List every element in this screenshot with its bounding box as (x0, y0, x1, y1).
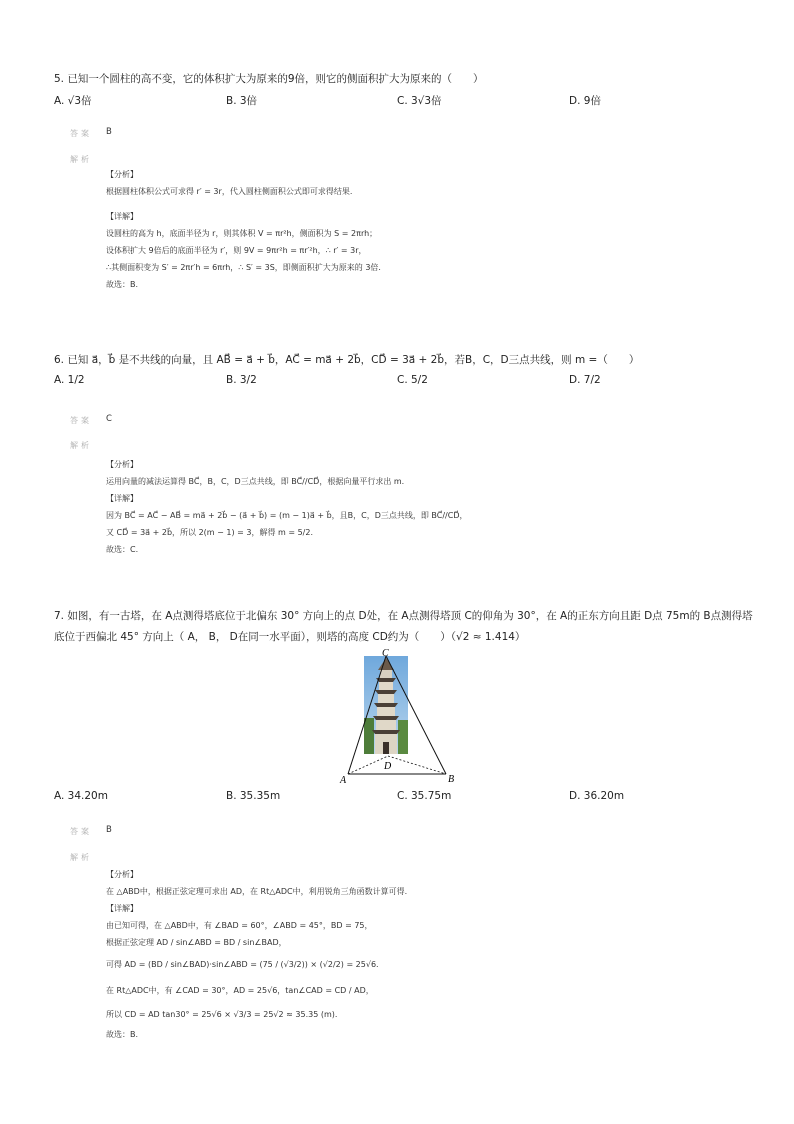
q7-solution-line: 所以 CD = AD tan30° = 25√6 × √3/3 = 25√2 ≈ 35.35 (m). (106, 1010, 338, 1019)
q7-option-b[interactable]: B. 35.35m (226, 790, 281, 802)
q6-solution-line: 又 CD⃗ = 3a⃗ + 2b⃗，所以 2(m − 1) = 3，解得 m = 5/2. (106, 528, 313, 537)
q6-stem: 6. 已知 a⃗，b⃗ 是不共线的向量，且 AB⃗ = a⃗ + b⃗，AC⃗ = ma⃗ + 2b⃗，CD⃗ = 3a⃗ + 2b⃗，若B，C，D三点共线，则 m =（ ） (54, 354, 640, 366)
pagoda-figure (338, 648, 462, 788)
q6-option-a[interactable]: A. 1/2 (54, 374, 85, 386)
q5-analysis-label: 解析 (70, 155, 92, 164)
q7-option-c[interactable]: C. 35.75m (397, 790, 452, 802)
q5-answer: B (106, 127, 112, 137)
q5-solution-line: 【详解】 (106, 212, 138, 221)
tree-right (398, 720, 408, 754)
q7-analysis-label: 解析 (70, 853, 92, 862)
q5-solution-line: 根据圆柱体积公式可求得 r′ = 3r，代入圆柱侧面积公式即可求得结果. (106, 187, 353, 196)
q7-option-a[interactable]: A. 34.20m (54, 790, 108, 802)
q6-solution-line: 运用向量的减法运算得 BC⃗，B，C，D三点共线，即 BC⃗//CD⃗，根据向量平行求出 m. (106, 477, 405, 486)
q7-stem-line-2: 底位于西偏北 45° 方向上（ A， B， D在同一水平面），则塔的高度 CD约为（ ）（√2 ≈ 1.414） (54, 631, 526, 643)
q6-solution (106, 456, 468, 558)
label-c: C (382, 648, 389, 659)
q6-solution-line: 【分析】 (106, 460, 138, 469)
q7-solution-line: 可得 AD = (BD / sin∠BAD)·sin∠ABD = (75 / (√3/2)) × (√2/2) = 25√6. (106, 960, 379, 969)
q6-option-b[interactable]: B. 3/2 (226, 374, 257, 386)
q5-stem: 5. 已知一个圆柱的高不变，它的体积扩大为原来的9倍，则它的侧面积扩大为原来的（ ） (54, 73, 484, 85)
q5-solution-line: 设体积扩大 9倍后的底面半径为 r′，则 9V = 9πr²h = πr′²h，∴ r′ = 3r， (106, 246, 367, 255)
q7-answer-label: 答案 (70, 827, 92, 836)
q5-solution-line: 设圆柱的高为 h，底面半径为 r，则其体积 V = πr²h，侧面积为 S = 2πrh； (106, 229, 378, 238)
q7-solution-line: 在 △ABD中，根据正弦定理可求出 AD，在 Rt△ADC中，利用锐角三角函数计算可得. (106, 887, 408, 896)
q7-solution (106, 866, 407, 1043)
q7-solution-line: 由已知可得，在 △ABD中，有 ∠BAD = 60°，∠ABD = 45°，BD = 75， (106, 921, 373, 930)
q7-stem-line-1: 7. 如图，有一古塔，在 A点测得塔底位于北偏东 30° 方向上的点 D处，在 A点测得塔顶 C的仰角为 30°，在 A的正东方向且距 D点 75m的 B点测得塔 (54, 610, 753, 622)
q7-solution-line: 【分析】 (106, 870, 138, 879)
q5-solution-line: ∴其侧面积变为 S′ = 2πr′h = 6πrh，∴ S′ = 3S，即侧面积扩大为原来的 3倍. (106, 263, 381, 272)
q5-solution-line: 【分析】 (106, 170, 138, 179)
q6-solution-line: 故选：C. (106, 545, 139, 554)
q7-option-d[interactable]: D. 36.20m (569, 790, 625, 802)
q5-solution (106, 166, 381, 293)
q5-option-b[interactable]: B. 3倍 (226, 95, 258, 107)
q5-solution-line (106, 200, 381, 208)
q6-option-d[interactable]: D. 7/2 (569, 374, 601, 386)
q6-solution-line: 【详解】 (106, 494, 138, 503)
q7-solution-line: 根据正弦定理 AD / sin∠ABD = BD / sin∠BAD， (106, 938, 287, 947)
q6-analysis-label: 解析 (70, 441, 92, 450)
line-ad (348, 756, 388, 774)
q6-solution-line: 因为 BC⃗ = AC⃗ − AB⃗ = ma⃗ + 2b⃗ − (a⃗ + b⃗) = (m − 1)a⃗ + b⃗，且B，C，D三点共线，即 BC⃗//CD⃗， (106, 511, 468, 520)
q7-solution-line: 【详解】 (106, 904, 138, 913)
q5-solution-line: 故选：B. (106, 280, 139, 289)
label-a: A (340, 775, 347, 786)
q6-option-c[interactable]: C. 5/2 (397, 374, 428, 386)
tree-left (364, 718, 374, 754)
q5-option-c[interactable]: C. 3√3倍 (397, 95, 442, 107)
label-d: D (384, 761, 392, 772)
q7-solution-line: 在 Rt△ADC中，有 ∠CAD = 30°，AD = 25√6，tan∠CAD = CD / AD， (106, 986, 374, 995)
q5-option-a[interactable]: A. √3倍 (54, 95, 92, 107)
q6-answer: C (106, 414, 112, 424)
q7-answer: B (106, 825, 112, 835)
q6-answer-label: 答案 (70, 416, 92, 425)
q7-solution-line: 故选：B. (106, 1030, 139, 1039)
line-db (388, 756, 446, 774)
q5-option-d[interactable]: D. 9倍 (569, 95, 601, 107)
label-b: B (448, 774, 455, 785)
q5-answer-label: 答案 (70, 129, 92, 138)
